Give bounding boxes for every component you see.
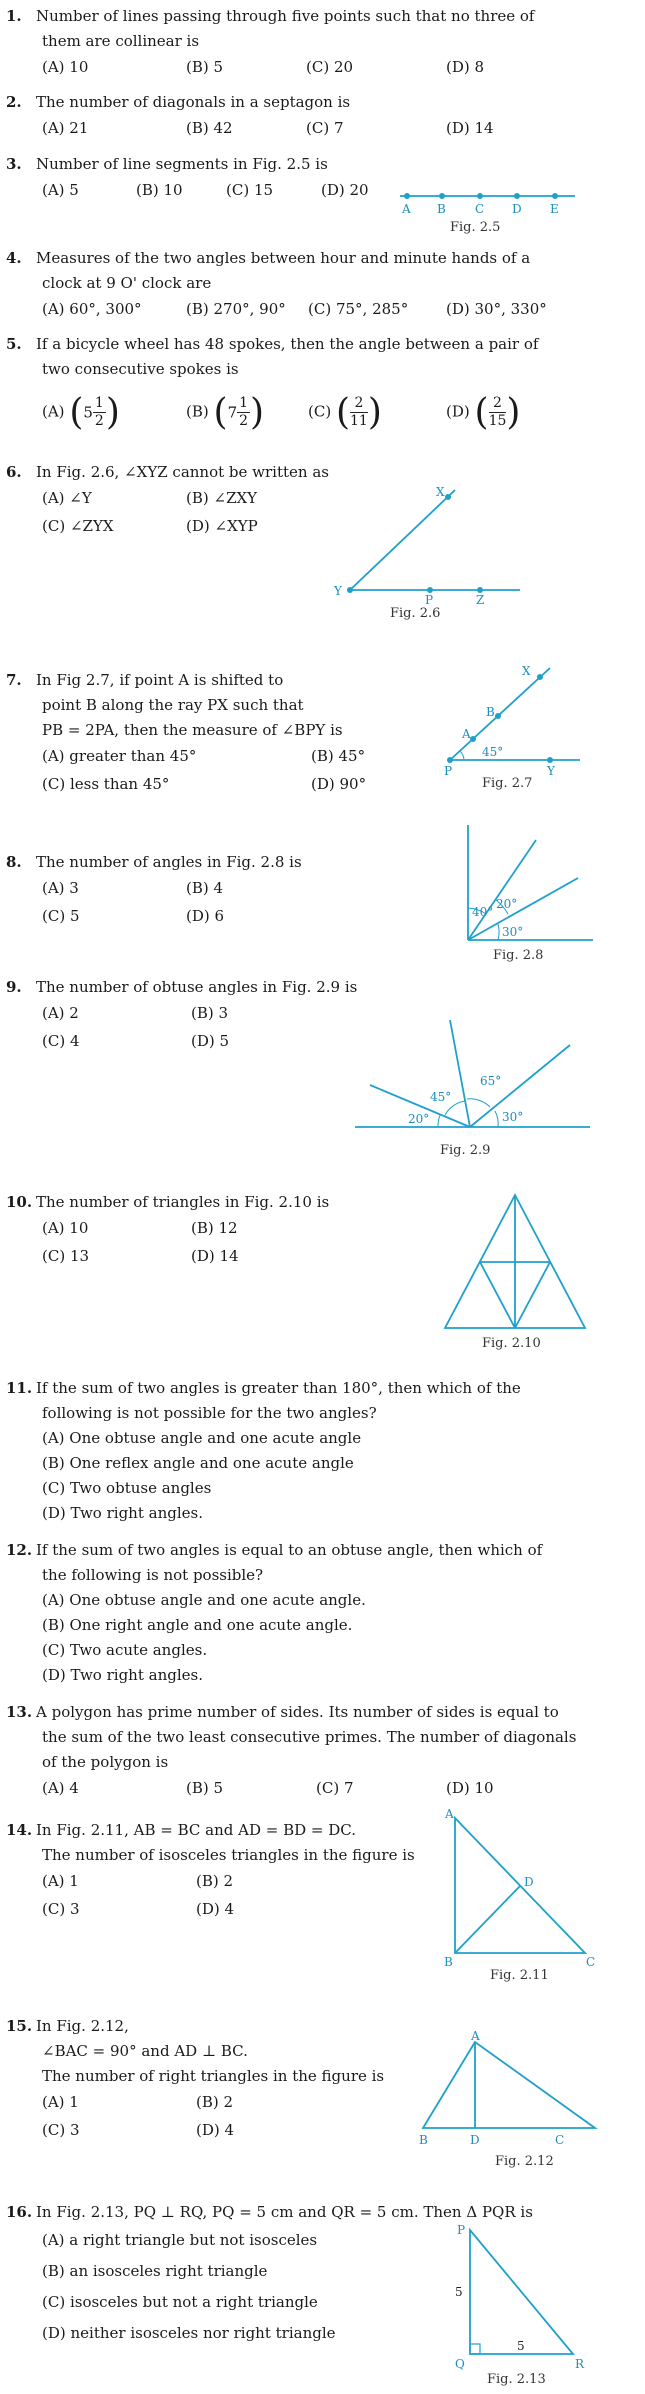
angle-label: 45°	[430, 1090, 452, 1104]
question-number: 15.	[6, 2017, 33, 2035]
point-label: Y	[547, 764, 555, 778]
question-number: 9.	[6, 978, 22, 996]
option-c[interactable]: (C) 4	[42, 1032, 80, 1050]
point-label: Z	[476, 593, 485, 605]
option-a[interactable]: (A) 10	[42, 58, 89, 76]
point-label: A	[462, 727, 471, 741]
option-b[interactable]: (B) ∠ZXY	[186, 489, 258, 507]
point-label: B	[486, 705, 495, 719]
option-d[interactable]: (D) 5	[191, 1032, 230, 1050]
obtuse-angles-diagram	[350, 1015, 595, 1143]
question-2	[6, 90, 586, 143]
question-text: Number of line segments in Fig. 2.5 is	[36, 155, 328, 173]
point-label: Q	[455, 2357, 465, 2371]
point-label: C	[555, 2133, 565, 2147]
question-text: The number of right triangles in the figure is	[42, 2067, 385, 2085]
option-c[interactable]: (C) 3	[42, 1900, 80, 1918]
point-label: A	[402, 202, 411, 216]
question-number: 10.	[6, 1193, 33, 1211]
figure-caption: Fig. 2.12	[495, 2154, 554, 2169]
point-label: B	[444, 1955, 453, 1968]
question-text: If a bicycle wheel has 48 spokes, then the angle between a pair of	[36, 335, 539, 353]
question-number: 1.	[6, 7, 22, 25]
triangles-diagram	[440, 1190, 590, 1334]
point-label: C	[586, 1955, 596, 1968]
option-c[interactable]: (C) Two acute angles.	[42, 1641, 208, 1659]
question-number: 14.	[6, 1821, 33, 1839]
question-text: the following is not possible?	[42, 1566, 264, 1584]
question-text: The number of obtuse angles in Fig. 2.9 is	[36, 978, 358, 996]
right-triangle-altitude-diagram	[415, 2030, 605, 2150]
question-text: ∠BAC = 90° and AD ⊥ BC.	[42, 2042, 248, 2060]
question-13	[6, 1700, 586, 1803]
figure-2-12	[415, 2030, 605, 2180]
question-text: In Fig. 2.6, ∠XYZ cannot be written as	[36, 463, 329, 481]
question-number: 4.	[6, 249, 22, 267]
option-d[interactable]: (D) 90°	[311, 775, 367, 793]
option-c[interactable]: (C) 75°, 285°	[308, 300, 409, 318]
option-c[interactable]: (C) 20	[306, 58, 354, 76]
figure-2-7	[430, 660, 590, 800]
question-text: In Fig. 2.13, PQ ⊥ RQ, PQ = 5 cm and QR = 5 cm. Then Δ PQR is	[36, 2203, 533, 2221]
option-a[interactable]: (A) One obtuse angle and one acute angle	[42, 1429, 362, 1447]
option-c[interactable]: (C) less than 45°	[42, 775, 170, 793]
option-a[interactable]: (A) greater than 45°	[42, 747, 197, 765]
question-text: Number of lines passing through five points such that no three of	[36, 7, 535, 25]
options	[6, 1775, 586, 1803]
question-text: two consecutive spokes is	[42, 360, 239, 378]
point-label: C	[475, 202, 485, 216]
figure-caption: Fig. 2.10	[482, 1336, 541, 1351]
option-c[interactable]: (C) 5	[42, 907, 80, 925]
figure-caption: Fig. 2.7	[482, 776, 533, 791]
option-c[interactable]: (C) 7	[306, 119, 344, 137]
option-c[interactable]: (C) isosceles but not a right triangle	[42, 2293, 318, 2311]
option-b[interactable]: (B) 10	[136, 181, 183, 199]
question-number: 13.	[6, 1703, 33, 1721]
question-number: 16.	[6, 2203, 33, 2221]
point-label: B	[437, 202, 446, 216]
question-text: clock at 9 O' clock are	[42, 274, 212, 292]
question-text: In Fig 2.7, if point A is shifted to	[36, 671, 284, 689]
option-d[interactable]: (D) 14	[191, 1247, 239, 1265]
figure-2-6	[330, 480, 550, 630]
question-text: The number of diagonals in a septagon is	[36, 93, 351, 111]
option-d[interactable]: (D) 6	[186, 907, 225, 925]
angle-label: 45°	[482, 745, 504, 759]
line-segment-diagram	[395, 188, 585, 222]
question-text: A polygon has prime number of sides. Its number of sides is equal to	[36, 1703, 559, 1721]
point-label: X	[436, 485, 445, 499]
option-d[interactable]: (D) Two right angles.	[42, 1666, 203, 1684]
figure-2-11	[440, 1808, 600, 1988]
angles-diagram	[448, 820, 608, 948]
point-label: P	[457, 2223, 466, 2237]
figure-2-10	[440, 1190, 590, 1360]
options	[6, 296, 586, 324]
option-a[interactable]: (A) 2	[42, 1004, 79, 1022]
option-a[interactable]: (A) a right triangle but not isosceles	[42, 2231, 318, 2249]
option-b[interactable]: (B) 4	[186, 879, 224, 897]
question-text: point B along the ray PX such that	[42, 696, 304, 714]
option-a[interactable]: (A) 60°, 300°	[42, 300, 142, 318]
option-d[interactable]: (D) 30°, 330°	[446, 300, 547, 318]
question-12	[6, 1538, 586, 1688]
question-text: following is not possible for the two angles?	[42, 1404, 377, 1422]
option-d[interactable]: (D) 20	[321, 181, 369, 199]
option-b[interactable]: (B) One reflex angle and one acute angle	[42, 1454, 354, 1472]
angle-label: 65°	[480, 1074, 502, 1088]
option-b[interactable]: (B) 2	[196, 2093, 234, 2111]
question-text: them are collinear is	[42, 32, 200, 50]
figure-2-8	[448, 820, 608, 970]
option-a[interactable]: (A) One obtuse angle and one acute angle.	[42, 1591, 366, 1609]
options	[6, 54, 586, 82]
figure-2-13	[445, 2222, 605, 2392]
point-label: Y	[334, 584, 342, 598]
option-b[interactable]: (B) an isosceles right triangle	[42, 2262, 268, 2280]
option-d[interactable]: (D) 14	[446, 119, 494, 137]
question-text: the sum of the two least consecutive primes. The number of diagonals	[42, 1728, 577, 1746]
angle-label: 40°	[472, 905, 494, 919]
option-d[interactable]: (D) neither isosceles nor right triangle	[42, 2324, 336, 2342]
question-1	[6, 4, 586, 82]
isosceles-triangle-diagram	[440, 1808, 600, 1968]
option-d[interactable]: (D) 8	[446, 58, 485, 76]
question-number: 2.	[6, 93, 22, 111]
right-triangle-pqr-diagram	[445, 2222, 605, 2372]
figure-2-5	[395, 188, 585, 238]
option-c[interactable]: (C) ( $\frac{2}{11}$ )	[308, 392, 382, 433]
question-text: The number of isosceles triangles in the figure is	[42, 1846, 415, 1864]
question-number: 3.	[6, 155, 22, 173]
option-c[interactable]: (C) ∠ZYX	[42, 517, 114, 535]
question-text: The number of triangles in Fig. 2.10 is	[36, 1193, 330, 1211]
option-a[interactable]: (A) 5	[42, 181, 79, 199]
point-label: D	[512, 202, 522, 216]
question-11	[6, 1376, 586, 1526]
point-label: A	[445, 1808, 454, 1821]
figure-2-9	[350, 1015, 595, 1165]
figure-caption: Fig. 2.6	[390, 606, 441, 621]
option-a[interactable]: (A) 4	[42, 1779, 79, 1797]
angle-xyz-diagram	[330, 480, 550, 605]
question-text: If the sum of two angles is greater than 180°, then which of the	[36, 1379, 521, 1397]
point-label: D	[470, 2133, 480, 2147]
option-c[interactable]: (C) 13	[42, 1247, 90, 1265]
option-c[interactable]: (C) 15	[226, 181, 274, 199]
point-label: A	[471, 2030, 480, 2043]
option-a[interactable]: (A) ∠Y	[42, 489, 92, 507]
point-label: D	[524, 1875, 534, 1889]
option-a[interactable]: (A) 3	[42, 879, 79, 897]
option-b[interactable]: (B) (7 $\frac{1}{2}$ )	[186, 392, 265, 433]
point-label: R	[575, 2357, 585, 2371]
question-text: The number of angles in Fig. 2.8 is	[36, 853, 302, 871]
question-number: 12.	[6, 1541, 33, 1559]
option-d[interactable]: (D) ( $\frac{2}{15}$ )	[446, 392, 521, 433]
point-label: E	[550, 202, 559, 216]
question-4	[6, 246, 586, 324]
options	[6, 382, 586, 442]
point-label: P	[444, 764, 453, 778]
ray-diagram	[430, 660, 590, 778]
angle-label: 20°	[496, 897, 518, 911]
option-b[interactable]: (B) 12	[191, 1219, 238, 1237]
option-c[interactable]: (C) 7	[316, 1779, 354, 1797]
figure-caption: Fig. 2.13	[487, 2372, 546, 2387]
angle-label: 20°	[408, 1112, 430, 1126]
options	[6, 115, 586, 143]
option-b[interactable]: (B) 2	[196, 1872, 234, 1890]
option-a[interactable]: (A) 1	[42, 2093, 79, 2111]
question-number: 7.	[6, 671, 22, 689]
angle-label: 30°	[502, 925, 524, 939]
option-d[interactable]: (D) Two right angles.	[42, 1504, 203, 1522]
point-label: P	[425, 593, 434, 605]
option-a[interactable]: (A) 1	[42, 1872, 79, 1890]
option-c[interactable]: (C) 3	[42, 2121, 80, 2139]
option-c[interactable]: (C) Two obtuse angles	[42, 1479, 212, 1497]
figure-caption: Fig. 2.8	[493, 948, 544, 963]
figure-caption: Fig. 2.5	[450, 220, 501, 235]
point-label: X	[522, 664, 531, 678]
question-number: 8.	[6, 853, 22, 871]
option-d[interactable]: (D) 4	[196, 2121, 235, 2139]
option-a[interactable]: (A) 10	[42, 1219, 89, 1237]
question-text: of the polygon is	[42, 1753, 169, 1771]
question-text: In Fig. 2.12,	[36, 2017, 129, 2035]
question-number: 6.	[6, 463, 22, 481]
question-text: Measures of the two angles between hour and minute hands of a	[36, 249, 531, 267]
option-b[interactable]: (B) 5	[186, 1779, 224, 1797]
question-5	[6, 332, 586, 442]
figure-caption: Fig. 2.9	[440, 1143, 491, 1158]
option-b[interactable]: (B) 3	[191, 1004, 229, 1022]
question-text: If the sum of two angles is equal to an obtuse angle, then which of	[36, 1541, 543, 1559]
option-b[interactable]: (B) 45°	[311, 747, 366, 765]
question-number: 11.	[6, 1379, 33, 1397]
option-b[interactable]: (B) One right angle and one acute angle.	[42, 1616, 353, 1634]
point-label: B	[419, 2133, 428, 2147]
option-d[interactable]: (D) 10	[446, 1779, 494, 1797]
question-text: PB = 2PA, then the measure of ∠BPY is	[42, 721, 343, 739]
angle-label: 30°	[502, 1110, 524, 1124]
option-d[interactable]: (D) 4	[196, 1900, 235, 1918]
question-text: In Fig. 2.11, AB = BC and AD = BD = DC.	[36, 1821, 356, 1839]
option-a[interactable]: (A) 21	[42, 119, 89, 137]
option-a[interactable]: (A) (5 $\frac{1}{2}$ )	[42, 392, 120, 433]
option-d[interactable]: (D) ∠XYP	[186, 517, 258, 535]
option-b[interactable]: (B) 5	[186, 58, 224, 76]
side-label: 5	[517, 2339, 525, 2353]
option-b[interactable]: (B) 270°, 90°	[186, 300, 286, 318]
option-b[interactable]: (B) 42	[186, 119, 233, 137]
side-label: 5	[455, 2285, 463, 2299]
question-number: 5.	[6, 335, 22, 353]
figure-caption: Fig. 2.11	[490, 1968, 549, 1983]
